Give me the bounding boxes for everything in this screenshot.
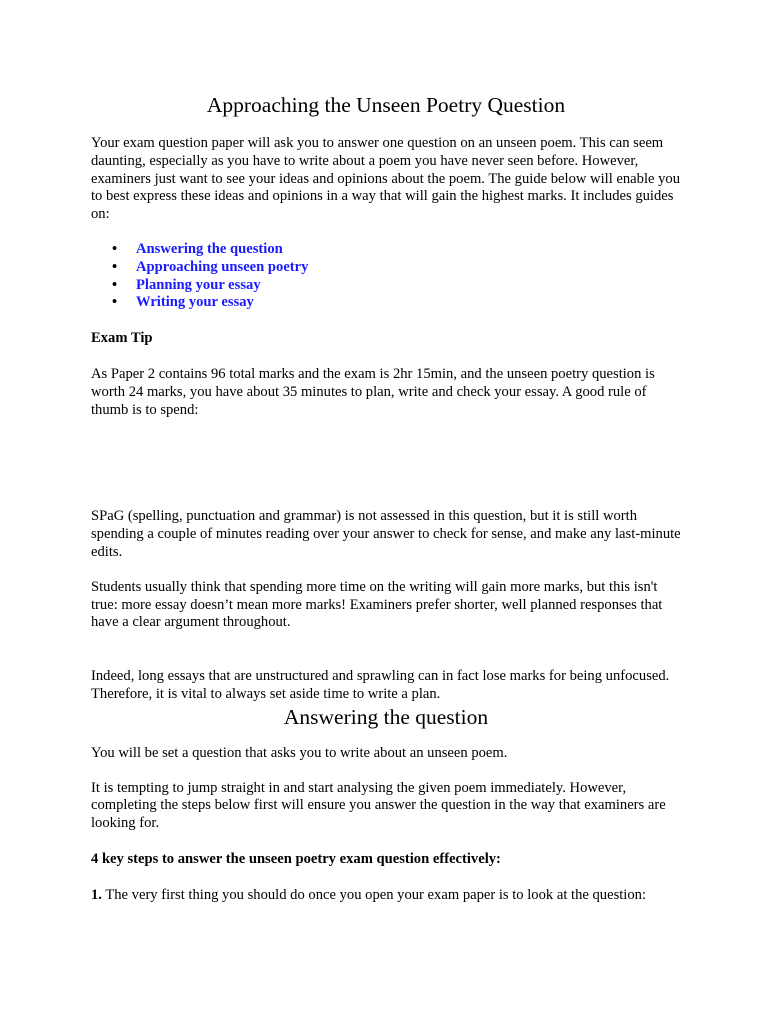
step-1-text: The very first thing you should do once you open your exam paper is to look at the question: <box>101 886 647 903</box>
step-1-paragraph <box>91 887 681 905</box>
step-1-number: 1. <box>91 886 102 903</box>
section-heading-answering: Answering the question <box>283 704 489 729</box>
indeed-paragraph: Indeed, long essays that are unstructured and sprawling can in fact lose marks for being unfocused. Therefore, it is vital to always set aside time to write a plan. <box>91 668 670 702</box>
bullet-icon: • <box>112 276 118 293</box>
exam-tip-heading: Exam Tip <box>91 330 153 347</box>
tempting-paragraph: It is tempting to jump straight in and start analysing the given poem immediately. However, completing the steps below first will ensure you answer the question in the way that examiners are looking for. <box>91 779 666 832</box>
list-item <box>91 259 681 277</box>
link-writing-your-essay[interactable]: Writing your essay <box>136 294 254 311</box>
students-paragraph: Students usually think that spending more time on the writing will gain more marks, but this isn't true: more essay doesn’t mean more marks! Examiners prefer shorter, well planned responses that have a clear argument throughout. <box>91 578 663 631</box>
list-item <box>91 277 681 295</box>
guide-links-list <box>91 241 681 312</box>
list-item <box>91 241 681 259</box>
link-answering-the-question[interactable]: Answering the question <box>136 240 283 257</box>
intro-paragraph: Your exam question paper will ask you to answer one question on an unseen poem. This can seem daunting, especially as you have to write about a poem you have never seen before. However, examiners just want to see your ideas and opinions about the poem. The guide below will enable you to best express these ideas and opinions in a way that will gain the highest marks. It includes guides on: <box>91 135 681 223</box>
bullet-icon: • <box>112 294 118 311</box>
key-steps-heading: 4 key steps to answer the unseen poetry exam question effectively: <box>91 850 501 867</box>
link-planning-your-essay[interactable]: Planning your essay <box>136 276 261 293</box>
document-page <box>91 92 681 905</box>
bullet-icon: • <box>112 258 118 275</box>
link-approaching-unseen-poetry[interactable]: Approaching unseen poetry <box>136 258 309 275</box>
spag-paragraph: SPaG (spelling, punctuation and grammar) is not assessed in this question, but it is still worth spending a couple of minutes reading over your answer to check for sense, and make any last-minute edits. <box>91 508 681 560</box>
list-item <box>91 294 681 312</box>
page-title: Approaching the Unseen Poetry Question <box>206 93 566 117</box>
exam-tip-paragraph: As Paper 2 contains 96 total marks and the exam is 2hr 15min, and the unseen poetry question is worth 24 marks, you have about 35 minutes to plan, write and check your essay. A good rule of thumb is to spend: <box>91 365 655 418</box>
bullet-icon: • <box>112 240 118 257</box>
set-question-paragraph: You will be set a question that asks you to write about an unseen poem. <box>91 744 508 761</box>
